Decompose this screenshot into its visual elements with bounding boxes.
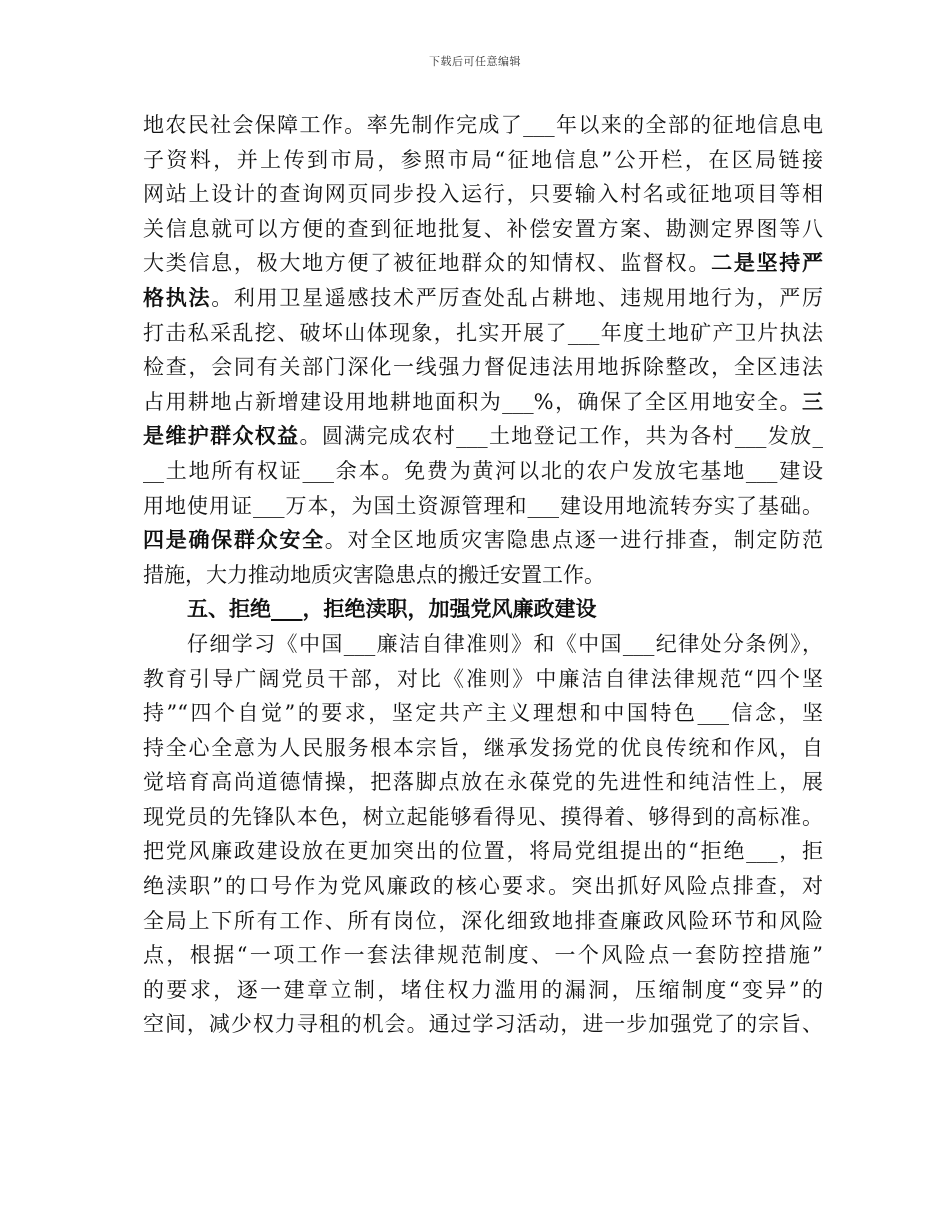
text-line (143, 696, 823, 731)
text-line (143, 662, 823, 697)
text-line (143, 212, 823, 247)
text-span: 关信息就可以方便的查到征地批复、补偿安置方案、勘测定界图等八 (143, 216, 823, 241)
text-line (143, 246, 823, 281)
text-span: 空间，减少权力寻租的机会。通过学习活动，进一步加强党了的宗旨、 (143, 1012, 823, 1037)
text-span: 打击私采乱挖、破坏山体现象，扎实开展了___年度土地矿产卫片执法 (143, 320, 823, 345)
text-span: 全局上下所有工作、所有岗位，深化细致地排查廉政风险环节和风险 (143, 908, 823, 933)
text-span: 教育引导广阔党员干部，对比《准则》中廉洁自律法律规范“四个坚 (143, 666, 823, 691)
text-line (143, 938, 823, 973)
text-line (143, 627, 823, 662)
text-span: 的要求，逐一建章立制，堵住权力滥用的漏洞，压缩制度“变异”的 (143, 977, 823, 1002)
text-line (143, 731, 823, 766)
text-line (143, 558, 823, 593)
text-span: 点，根据“一项工作一套法律规范制度、一个风险点一套防控措施” (143, 943, 823, 968)
text-line (143, 834, 823, 869)
text-line (143, 281, 823, 316)
text-line (143, 143, 823, 178)
text-line (143, 316, 823, 351)
bold-text: 格执法 (143, 284, 212, 310)
bold-text: 是维护群众权益 (143, 423, 300, 449)
bold-text: 五、拒绝___，拒绝渎职，加强党风廉政建设 (187, 596, 597, 622)
text-line (143, 869, 823, 904)
text-line (143, 454, 823, 489)
text-line (143, 108, 823, 143)
text-line (143, 1007, 823, 1042)
text-span: 地农民社会保障工作。率先制作完成了___年以来的全部的征地信息电 (143, 113, 823, 137)
text-line (143, 904, 823, 939)
bold-text: 三 (802, 388, 823, 414)
text-span: 仔细学习《中国___廉洁自律准则》和《中国___纪律处分条例》， (187, 631, 823, 656)
text-line (143, 765, 823, 800)
text-span: 把党风廉政建设放在更加突出的位置，将局党组提出的“拒绝___，拒 (143, 839, 823, 864)
text-span: 用地使用证___万本，为国土资源管理和___建设用地流转夯实了基础。 (143, 493, 823, 518)
bold-text: 四是确保群众安全 (143, 527, 325, 553)
text-line (143, 489, 823, 524)
document-body (143, 108, 823, 1042)
text-span: 现党员的先锋队本色，树立起能够看得见、摸得着、够得到的高标准。 (143, 804, 823, 829)
text-span: 持全心全意为人民服务根本宗旨，继承发扬党的优良传统和作风，自 (143, 735, 823, 760)
text-span: 。利用卫星遥感技术严厉查处乱占耕地、违规用地行为，严厉 (211, 285, 824, 310)
text-span: 觉培育高尚道德情操，把落脚点放在永葆党的先进性和纯洁性上，展 (143, 770, 823, 795)
text-span: 措施，大力推动地质灾害隐患点的搬迁安置工作。 (143, 562, 605, 587)
text-line (143, 800, 823, 835)
section-heading (143, 592, 823, 627)
text-span: 占用耕地占新增建设用地耕地面积为___%，确保了全区用地安全。 (143, 389, 802, 414)
text-span: 绝渎职”的口号作为党风廉政的核心要求。突出抓好风险点排查，对 (143, 874, 823, 899)
text-line (143, 973, 823, 1008)
text-line (143, 177, 823, 212)
text-span: 持”“四个自觉”的要求，坚定共产主义理想和中国特色___信念，坚 (143, 701, 823, 726)
text-span: 大类信息，极大地方便了被征地群众的知情权、监督权。 (143, 251, 712, 276)
text-span: 检查，会同有关部门深化一线强力督促违法用地拆除整改，全区违法 (143, 355, 823, 380)
text-span: 子资料，并上传到市局，参照市局“征地信息”公开栏，在区局链接 (143, 147, 823, 172)
text-line (143, 523, 823, 558)
page-header: 下载后可任意编辑 (429, 55, 521, 68)
bold-text: 二是坚持严 (711, 250, 824, 276)
text-span: __土地所有权证___余本。免费为黄河以北的农户发放宅基地___建设 (143, 458, 823, 483)
text-span: 。对全区地质灾害隐患点逐一进行排查，制定防范 (324, 528, 824, 553)
text-line (143, 419, 823, 454)
text-line (143, 350, 823, 385)
text-span: 网站上设计的查询网页同步投入运行，只要输入村名或征地项目等相 (143, 182, 823, 207)
text-line (143, 385, 823, 420)
text-span: 。圆满完成农村___土地登记工作，共为各村___发放_ (299, 424, 824, 449)
